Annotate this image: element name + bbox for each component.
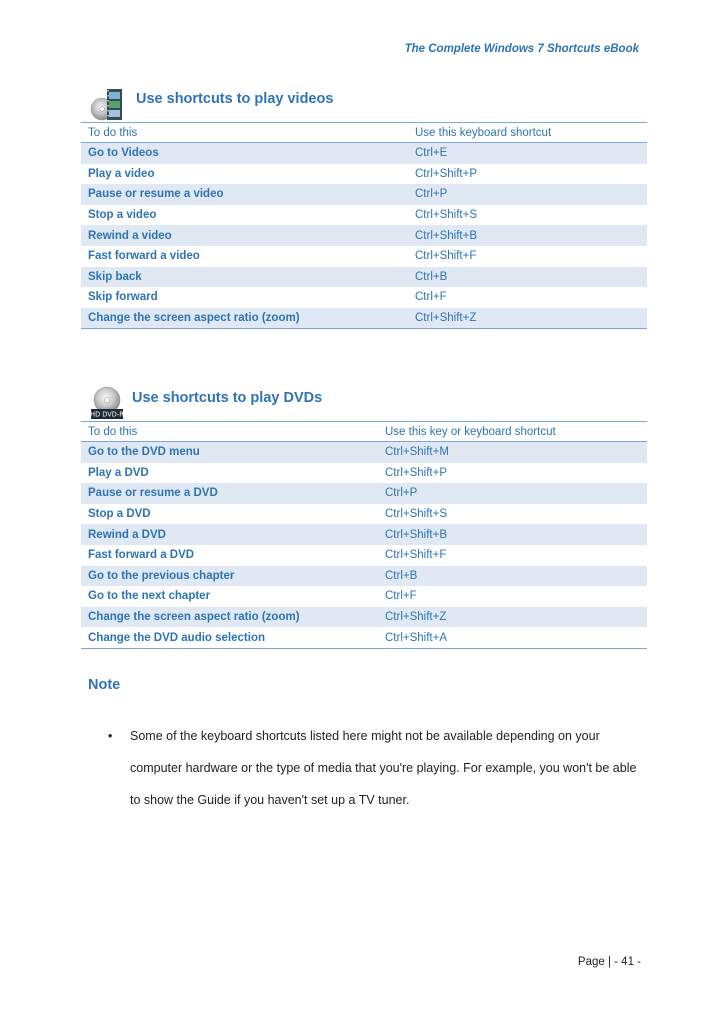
dvds-section-title: Use shortcuts to play DVDs xyxy=(132,390,323,406)
videos-shortcut-table xyxy=(81,122,647,329)
shortcut-cell: Ctrl+Shift+B xyxy=(408,225,647,246)
videos-column-shortcut: Use this keyboard shortcut xyxy=(408,123,647,143)
table-row xyxy=(81,205,647,226)
table-row xyxy=(81,524,647,545)
bullet-marker: • xyxy=(108,729,113,743)
action-cell: Go to the next chapter xyxy=(88,590,211,603)
action-cell: Change the screen aspect ratio (zoom) xyxy=(81,607,378,628)
dvds-column-action: To do this xyxy=(81,422,378,442)
table-row xyxy=(81,184,647,205)
action-cell: Go to the DVD menu xyxy=(81,442,378,463)
action-cell: Pause or resume a DVD xyxy=(81,483,378,504)
videos-column-action: To do this xyxy=(81,123,408,143)
dvds-section-head xyxy=(81,386,647,421)
table-row xyxy=(81,483,647,504)
table-row xyxy=(81,566,647,587)
action-cell: Stop a video xyxy=(88,209,157,222)
shortcut-cell: Ctrl+B xyxy=(378,566,647,587)
table-row xyxy=(81,463,647,484)
videos-section-head xyxy=(81,87,647,122)
videos-table-header-row xyxy=(81,123,647,143)
action-cell: Play a video xyxy=(88,167,155,180)
dvds-section xyxy=(81,386,647,649)
action-cell: Change the DVD audio selection xyxy=(81,627,378,648)
table-row xyxy=(81,225,647,246)
note-list xyxy=(108,720,648,816)
shortcut-cell: Ctrl+Shift+Z xyxy=(408,308,647,329)
action-cell: Skip forward xyxy=(88,291,158,304)
action-cell: Change the screen aspect ratio (zoom) xyxy=(81,308,408,329)
table-row xyxy=(81,504,647,525)
note-text: Some of the keyboard shortcuts listed here might not be available depending on your computer hardware or the type of media that you're playing. For example, you won't be able to show the Guide if you haven't set up a TV tuner. xyxy=(130,729,637,807)
shortcut-cell: Ctrl+F xyxy=(415,291,447,304)
video-film-icon xyxy=(90,87,124,121)
note-heading: Note xyxy=(88,677,121,693)
action-cell: Pause or resume a video xyxy=(81,184,408,205)
shortcut-cell: Ctrl+Shift+P xyxy=(385,466,447,479)
table-row xyxy=(81,308,647,329)
action-cell: Go to Videos xyxy=(81,143,408,164)
action-cell: Go to the previous chapter xyxy=(81,566,378,587)
dvds-shortcut-table xyxy=(81,421,647,649)
table-row xyxy=(81,267,647,288)
table-row xyxy=(81,586,647,607)
table-row xyxy=(81,164,647,185)
shortcut-cell: Ctrl+Shift+S xyxy=(415,209,477,222)
shortcut-cell: Ctrl+Shift+B xyxy=(378,524,647,545)
shortcut-cell: Ctrl+Shift+F xyxy=(385,549,447,562)
shortcut-cell: Ctrl+Shift+F xyxy=(415,250,477,263)
action-cell: Stop a DVD xyxy=(88,508,151,521)
table-row xyxy=(81,287,647,308)
shortcut-cell: Ctrl+Shift+M xyxy=(378,442,647,463)
table-row xyxy=(81,143,647,164)
shortcut-cell: Ctrl+Shift+Z xyxy=(378,607,647,628)
action-cell: Rewind a DVD xyxy=(81,524,378,545)
document-header-title: The Complete Windows 7 Shortcuts eBook xyxy=(404,43,639,55)
dvds-column-shortcut: Use this key or keyboard shortcut xyxy=(378,422,647,442)
action-cell: Fast forward a video xyxy=(88,250,200,263)
shortcut-cell: Ctrl+F xyxy=(385,590,417,603)
hd-dvd-icon-label: HD DVD-R xyxy=(90,410,124,419)
action-cell: Fast forward a DVD xyxy=(88,549,195,562)
shortcut-cell: Ctrl+Shift+S xyxy=(385,508,447,521)
videos-section-title: Use shortcuts to play videos xyxy=(136,91,334,107)
shortcut-cell: Ctrl+Shift+A xyxy=(378,627,647,648)
table-row xyxy=(81,442,647,463)
action-cell: Skip back xyxy=(81,267,408,288)
shortcut-cell: Ctrl+B xyxy=(408,267,647,288)
hd-dvd-disc-icon xyxy=(90,386,124,420)
list-item xyxy=(108,720,648,816)
shortcut-cell: Ctrl+E xyxy=(408,143,647,164)
table-row xyxy=(81,246,647,267)
shortcut-cell: Ctrl+P xyxy=(378,483,647,504)
shortcut-cell: Ctrl+P xyxy=(408,184,647,205)
action-cell: Play a DVD xyxy=(88,466,149,479)
videos-section xyxy=(81,87,647,329)
action-cell: Rewind a video xyxy=(81,225,408,246)
table-row xyxy=(81,607,647,628)
page-number: Page | - 41 - xyxy=(577,956,641,968)
table-row xyxy=(81,545,647,566)
shortcut-cell: Ctrl+Shift+P xyxy=(415,167,477,180)
dvds-table-header-row xyxy=(81,422,647,442)
table-row xyxy=(81,627,647,648)
